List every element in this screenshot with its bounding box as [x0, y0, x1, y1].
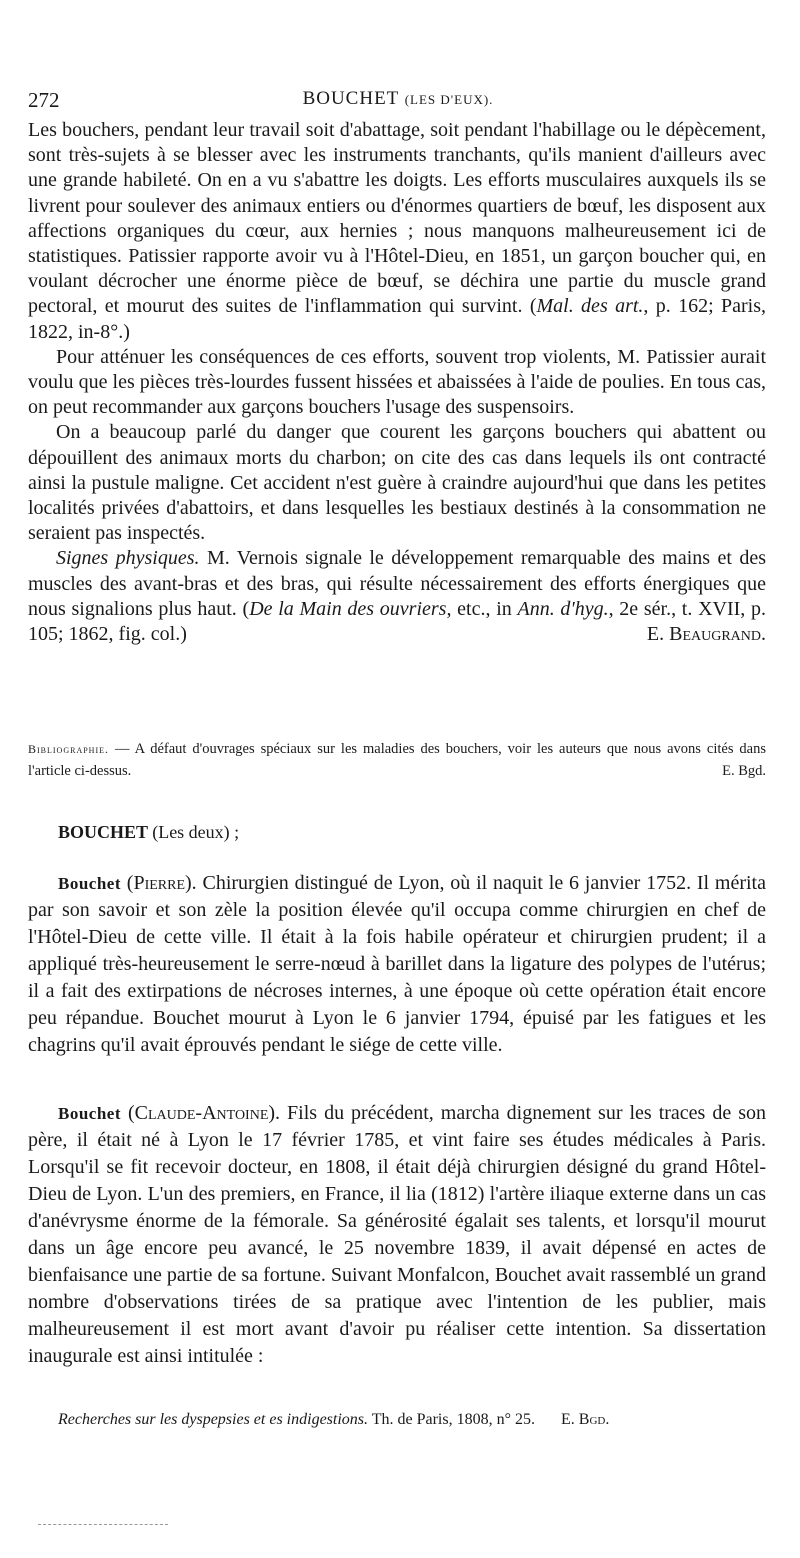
paragraph-signes-physiques: Signes physiques. M. Vernois signale le développement remarquable des mains et des muscles des avant-bras et des bras, qui résulte nécessairement des efforts énergiques que nous signalions plus haut. (De la Main des ouvriers, etc., in Ann. d'hyg., 2e sér., t. XVII, p. 105; 1862, fig. col.) E. Beaugrand.: [28, 546, 766, 647]
thesis-reference: Recherches sur les dyspepsies et es indigestions. Th. de Paris, 1808, n° 25. E. Bgd.: [58, 1411, 610, 1428]
paragraph-charbon: On a beaucoup parlé du danger que courent les garçons bouchers qui abattent ou dépouillent des animaux morts du charbon; on cite des cas dans lequels ils ont contracté ainsi la pustule maligne. Cet accident n'est guère à craindre aujourd'hui que dans les petites localités privées d'abattoirs, et dans lesquelles les bestiaux destinés à la consommation ne seraient pas inspectés.: [28, 421, 766, 545]
page-number: 272: [28, 88, 60, 112]
reference-signature: E. Bgd.: [561, 1411, 610, 1428]
bibliography-label: Bibliographie.: [28, 742, 109, 756]
running-head-sub: (LES D'EUX).: [404, 92, 494, 107]
page-header: [28, 88, 768, 116]
running-head: [28, 88, 768, 110]
bibliography-signature: E. Bgd.: [722, 763, 766, 779]
footer-rule: [38, 1524, 168, 1525]
bibliography: Bibliographie. — A défaut d'ouvrages spéciaux sur les maladies des bouchers, voir les auteurs que nous avons cités dans l'article ci-dessus. E. Bgd.: [28, 738, 766, 782]
signes-label: Signes physiques.: [56, 547, 200, 570]
bio-claude-antoine: Bouchet (Claude-Antoine). Fils du précédent, marcha dignement sur les traces de son père, il était né à Lyon le 17 février 1785, et vint faire ses études médicales à Paris. Lorsqu'il se fit recevoir docteur, en 1808, il était déjà chirurgien désigné du grand Hôtel-Dieu de Lyon. L'un des premiers, en France, il lia (1812) l'artère iliaque externe dans un cas d'anévrysme énorme de la fémorale. Sa générosité égalait ses talents, et lorsqu'il mourut dans un âge encore peu avancé, le 25 novembre 1839, il avait dépensé en actes de bienfaisance une partie de sa fortune. Suivant Monfalcon, Bouchet avait rassemblé un grand nombre d'observations tirées de sa pratique avec l'intention de les publier, mais malheureusement il est mort avant d'avoir pu réaliser cette intention. Sa dissertation inaugurale est ainsi intitulée :: [28, 1102, 766, 1367]
butchers-section: [28, 118, 766, 647]
article-title: BOUCHET (Les deux) ;: [58, 822, 240, 842]
paragraph-prevention: Pour atténuer les conséquences de ces efforts, souvent trop violents, M. Patissier aurait voulu que les pièces très-lourdes fussent hissées et abaissées à l'aide de poulies. En tous cas, on peut recommander aux garçons bouchers l'usage des suspensoirs.: [28, 345, 766, 419]
author-signature: E. Beaugrand.: [646, 623, 766, 646]
bio-pierre: Bouchet (Pierre). Chirurgien distingué de Lyon, où il naquit le 6 janvier 1752. Il mérita par son savoir et son zèle la position élevée qu'il occupa comme chirurgien en chef de l'Hôtel-Dieu de cette ville. Il était à la fois habile opérateur et chirurgien prudent; il a appliqué très-heureusement le serre-nœud à barillet dans la ligature des polypes de l'utérus; il a fait des extirpations de nécroses internes, à une époque où cette opération était encore peu répandue. Bouchet mourut à Lyon le 6 janvier 1794, épuisé par les fatigues et les chagrins qu'il avait éprouvés pendant le siége de cette ville.: [28, 872, 766, 1056]
paragraph-injuries: Les bouchers, pendant leur travail soit d'abattage, soit pendant l'habillage ou le dépècement, sont très-sujets à se blesser avec les instruments tranchants, qu'ils manient d'ailleurs avec une grande habileté. On en a vu s'abattre les doigts. Les efforts musculaires auxquels ils se livrent pour soulever des animaux entiers ou d'énormes quartiers de bœuf, les disposent aux affections organiques du cœur, aux hernies ; nous manquons malheureusement ici de statistiques. Patissier rapporte avoir vu à l'Hôtel-Dieu, en 1851, un garçon boucher qui, en voulant décrocher une énorme pièce de bœuf, se déchira une partie du muscle grand pectoral, et mourut des suites de l'inflammation qui survint. (Mal. des art., p. 162; Paris, 1822, in-8°.): [28, 119, 766, 343]
running-head-main: BOUCHET: [302, 88, 399, 109]
